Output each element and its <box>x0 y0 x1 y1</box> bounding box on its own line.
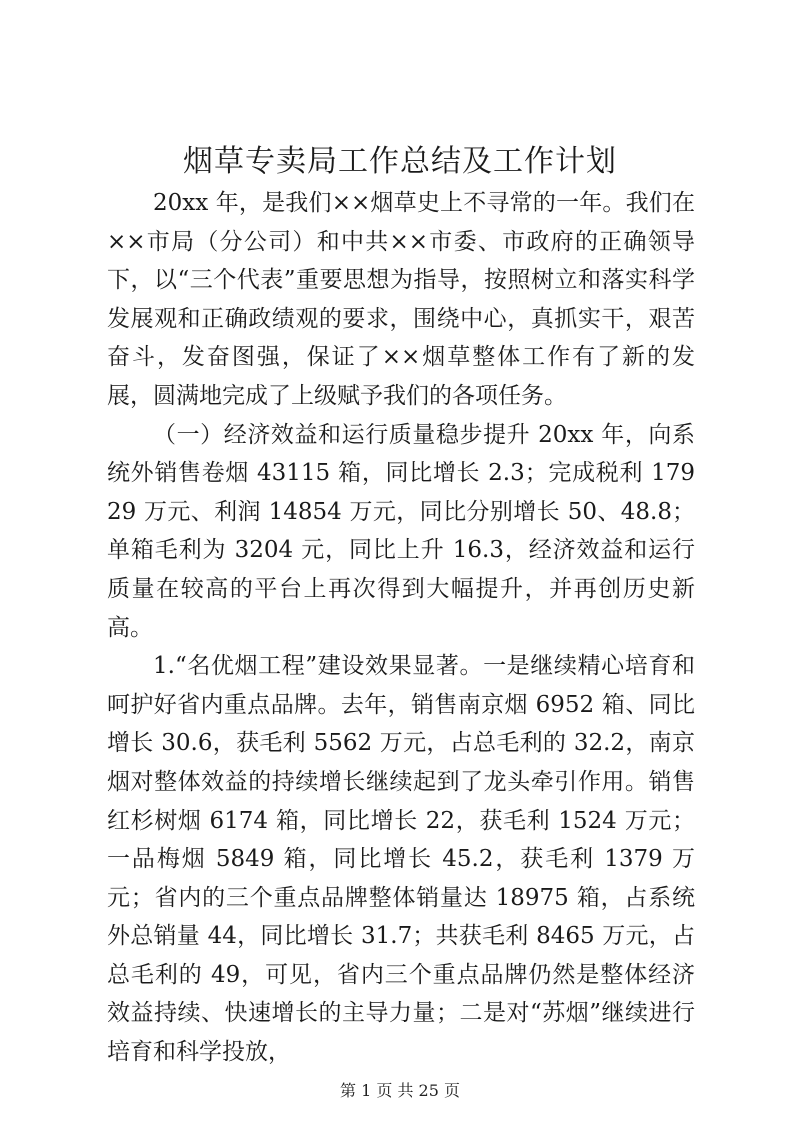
page-number-footer: 第 1 页 共 25 页 <box>340 1081 460 1100</box>
paragraph-famous-brand-project: 1.“名优烟工程”建设效果显著。一是继续精心培育和呵护好省内重点品牌。去年，销售南京烟 6952 箱、同比增长 30.6，获毛利 5562 万元，占总毛利的 32.2，南京烟对整体效益的持续增长继续起到了龙头牵引作用。销售红杉树烟 6174 箱，同比增长 22，获毛利 1524 万元；一品梅烟 5849 箱，同比增长 45.2，获毛利 1379 万元；省内的三个重点品牌整体销量达 18975 箱，占系统外总销量 44，同比增长 31.7；共获毛利 8465 万元，占总毛利的 49，可见，省内三个重点品牌仍然是整体经济效益持续、快速增长的主导力量；二是对“苏烟”继续进行培育和科学投放， <box>107 653 695 1066</box>
document-title: 烟草专卖局工作总结及工作计划 <box>183 144 617 179</box>
paragraph-economic-benefits: （一）经济效益和运行质量稳步提升 20xx 年，向系统外销售卷烟 43115 箱，同比增长 2.3；完成税利 17929 万元、利润 14854 万元，同比分别增长 50、48.8；单箱毛利为 3204 元，同比上升 16.3，经济效益和运行质量在较高的平台上再次得到大幅提升，并再创历史新高。 <box>107 421 695 641</box>
document-body <box>107 184 695 1072</box>
paragraph-intro: 20xx 年，是我们××烟草史上不寻常的一年。我们在××市局（分公司）和中共××市委、市政府的正确领导下，以“三个代表”重要思想为指导，按照树立和落实科学发展观和正确政绩观的要求，围绕中心，真抓实干，艰苦奋斗，发奋图强，保证了××烟草整体工作有了新的发展，圆满地完成了上级赋予我们的各项任务。 <box>107 190 695 409</box>
